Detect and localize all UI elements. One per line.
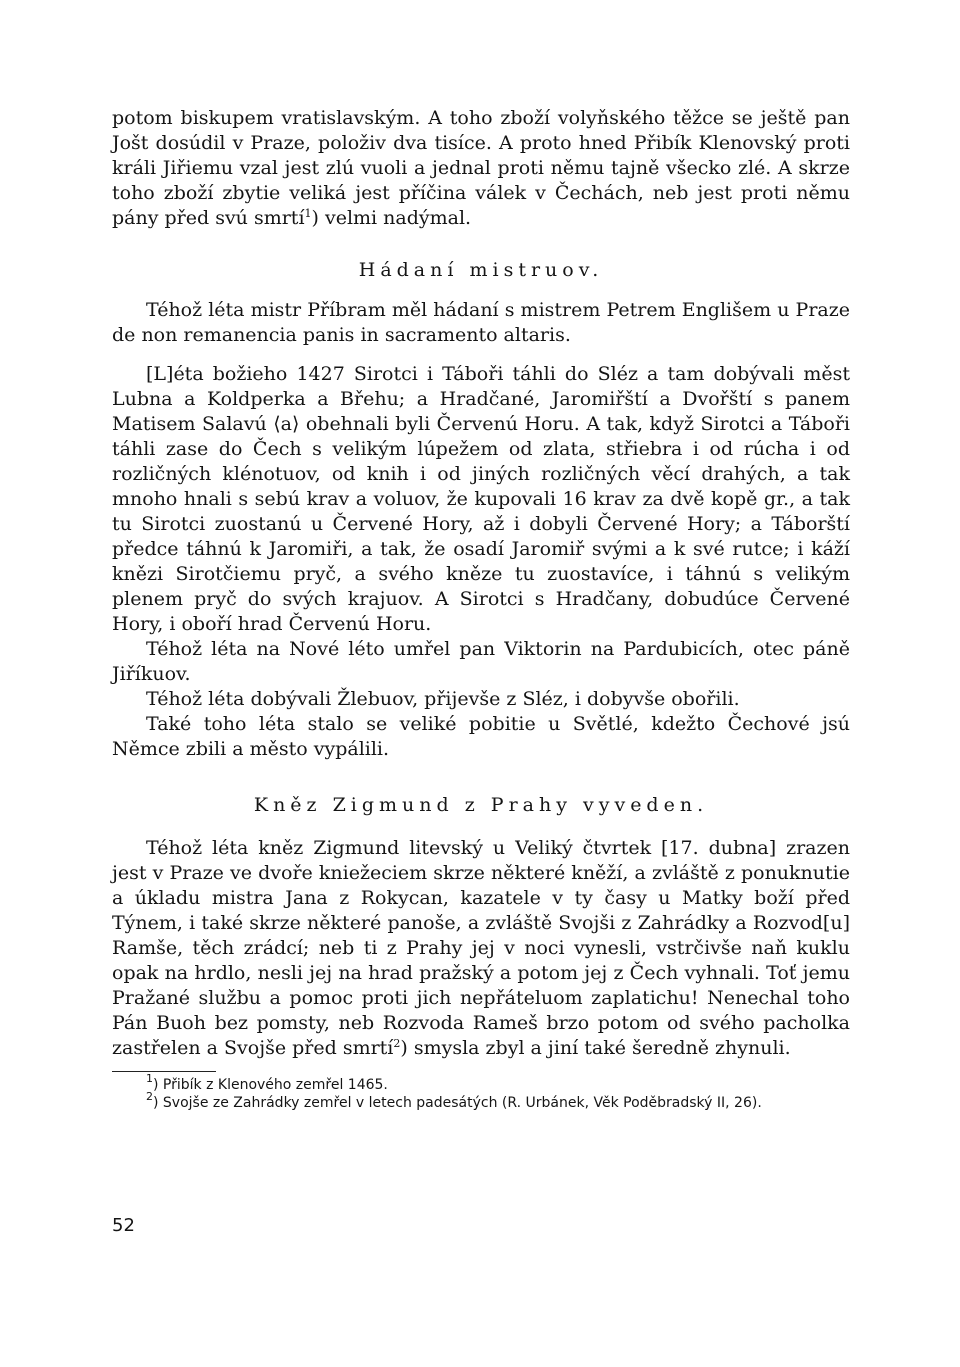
paragraph-7-end: ) smysla zbyl a jiní také šeredně zhynuli. <box>400 1037 791 1059</box>
paragraph-6: Také toho léta stalo se veliké pobitie u Světlé, kdežto Čechové jsú Němce zbili a město vypálili. <box>112 713 850 760</box>
paragraph-3: [L]éta božieho 1427 Sirotci i Táboři táhli do Sléz a tam dobývali měst Lubna a Koldperka a Břehu; a Hradčané, Jaromiřští a Dvořští s panem Matisem Salavú ⟨a⟩ obehnali byli Červenú Horu. A tak, když Sirotci a Táboři táhli zase do Čech s velikým lúpežem od zlata, střiebra i od rúcha i od rozličných klénotuov, od knih i od jiných rozličných věcí drahých, a tak mnoho hnali s sebú krav a voluov, že kupovali 16 krav za dvě kopě gr., a tak tu Sirotci zuostanú u Červené Hory, až i dobyli Červené Hory; a Táborští předce táhnú k Jaromiři, a tak, že osadí Jaromiř svými a k své rutce; i káží knězi Sirotčiemu pryč, a svého kněze tu zuostavíce, i táhnú s velikým plenem pryč do svých krajuov. A Sirotci s Hradčany, dobudúce Červené Hory, i oboří hrad Červenú Horu. <box>112 363 850 635</box>
paragraph-1-text: potom biskupem vratislavským. A toho zboží volyňského těžce se ještě pan Jošt dosúdil v Praze, položiv dva tisíce. A proto hned Přibík Klenovský proti králi Jiřiemu vzal jest zlú vuoli a jednal proti němu tajně všecko zlé. A skrze toho zboží zbytie veliká jest příčina válek v Čechách, neb jest proti němu pány před svú smrtí <box>112 107 850 229</box>
footnote-2 <box>112 1090 850 1112</box>
footnote-1-mark: 1 <box>146 1072 153 1085</box>
section-heading-hadani: Hádaní mistruov. <box>358 259 604 281</box>
footnote-1-text: ) Přibík z Klenového zemřel 1465. <box>153 1077 388 1093</box>
footnote-ref-2: 2 <box>393 1037 401 1050</box>
page-number: 52 <box>112 1215 135 1236</box>
page-body <box>112 106 850 1112</box>
section-heading-knez-zigmund: Kněz Zigmund z Prahy vyveden. <box>253 794 709 816</box>
paragraph-5: Téhož léta dobývali Žlebuov, přijevše z Sléz, i dobyvše obořili. <box>146 688 740 710</box>
footnote-divider <box>112 1071 216 1072</box>
paragraph-4: Téhož léta na Nové léto umřel pan Viktorin na Pardubicích, otec páně Jiříkuov. <box>112 638 850 685</box>
footnote-2-text: ) Svojše ze Zahrádky zemřel v letech padesátých (R. Urbánek, Věk Poděbradský II, 26). <box>153 1095 762 1111</box>
paragraph-1-end: ) velmi nadýmal. <box>311 207 472 229</box>
footnote-1 <box>112 1072 850 1094</box>
paragraph-7 <box>112 836 850 1061</box>
paragraph-7-text: Téhož léta kněz Zigmund litevský u Veliký čtvrtek [17. dubna] zrazen jest v Praze ve dvoře kniežeciem skrze některé kněží, a zvláště z ponuknutie a úkladu mistra Jana z Rokycan, kazatele v ty časy u Matky boží před Týnem, i také skrze některé panoše, a zvláště Svojši z Zahrádky a Rozvod[u] Ramše, těch zrádcí; neb ti z Prahy jej v noci vynesli, vstrčivše naň kuklu opak na hrdlo, nesli jej na hrad pražský a potom jej z Čech vyhnali. Toť jemu Pražané službu a pomoc proti jich nepřáteluom zaplatichu! Nenechal toho Pán Buoh bez pomsty, neb Rozvoda Rameš brzo potom od svého pacholka zastřelen a Svojše před smrtí <box>112 837 850 1059</box>
footnote-ref-1: 1 <box>304 207 312 220</box>
footnote-2-mark: 2 <box>146 1090 153 1103</box>
paragraph-1 <box>112 106 850 231</box>
paragraph-2: Téhož léta mistr Příbram měl hádaní s mistrem Petrem Englišem u Praze de non remanencia panis in sacramento altaris. <box>112 299 850 346</box>
